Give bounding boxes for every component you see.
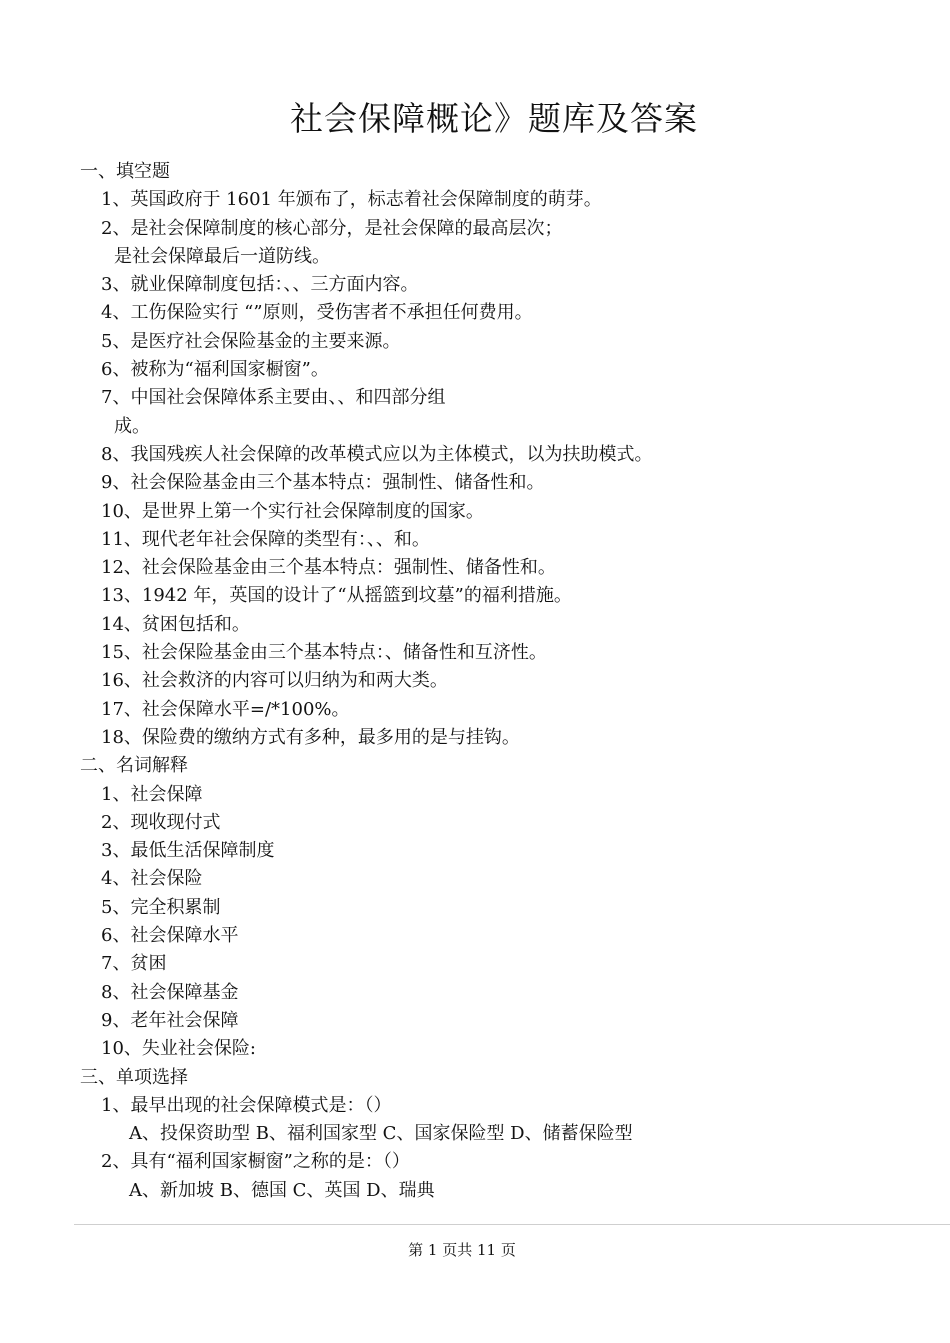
footer-divider xyxy=(74,1224,950,1225)
question-line: 9、社会保险基金由三个基本特点：强制性、储备性和。 xyxy=(101,472,545,494)
question-line: 3、就业保障制度包括：、、三方面内容。 xyxy=(101,274,419,296)
question-line: 2、是社会保障制度的核心部分，是社会保障的最高层次； xyxy=(101,217,563,239)
question-line: 12、社会保险基金由三个基本特点：强制性、储备性和。 xyxy=(101,557,556,579)
question-line: 17、社会保障水平=/*100%。 xyxy=(101,698,350,720)
term-line: 6、社会保障水平 xyxy=(101,925,239,947)
question-line: 16、社会救济的内容可以归纳为和两大类。 xyxy=(101,670,448,692)
question-line: 13、1942 年，英国的设计了“从摇篮到坟墓”的福利措施。 xyxy=(101,585,572,607)
document-title: 社会保障概论》题库及答案 xyxy=(290,99,698,138)
question-continuation: 是社会保障最后一道防线。 xyxy=(114,245,330,267)
answer-options: A、新加坡 B、德国 C、英国 D、瑞典 xyxy=(129,1179,435,1201)
term-line: 7、贫困 xyxy=(101,953,167,975)
term-line: 2、现收现付式 xyxy=(101,811,221,833)
question-line: 7、中国社会保障体系主要由、、和四部分组 xyxy=(101,387,446,409)
section-heading: 一、填空题 xyxy=(80,161,170,182)
question-line: 11、现代老年社会保障的类型有：、、和。 xyxy=(101,528,430,550)
page-number: 第 1 页共 11 页 xyxy=(408,1241,516,1259)
answer-options: A、投保资助型 B、福利国家型 C、国家保险型 D、储蓄保险型 xyxy=(129,1123,633,1145)
term-line: 4、社会保险 xyxy=(101,868,203,890)
question-line: 2、具有“福利国家橱窗”之称的是：（） xyxy=(101,1151,410,1173)
question-continuation: 成。 xyxy=(114,415,150,437)
question-line: 10、是世界上第一个实行社会保障制度的国家。 xyxy=(101,500,484,522)
section-heading: 三、单项选择 xyxy=(80,1066,188,1088)
question-line: 1、最早出现的社会保障模式是：（） xyxy=(101,1094,392,1116)
question-line: 18、保险费的缴纳方式有多种，最多用的是与挂钩。 xyxy=(101,726,520,748)
term-line: 8、社会保障基金 xyxy=(101,981,239,1003)
term-line: 3、最低生活保障制度 xyxy=(101,840,275,862)
term-line: 5、完全积累制 xyxy=(101,896,221,918)
section-heading: 二、名词解释 xyxy=(80,755,188,777)
question-line: 14、贫困包括和。 xyxy=(101,613,250,635)
question-line: 5、是医疗社会保险基金的主要来源。 xyxy=(101,330,401,352)
question-line: 6、被称为“福利国家橱窗”。 xyxy=(101,359,329,381)
question-line: 4、工伤保险实行 “”原则，受伤害者不承担任何费用。 xyxy=(101,302,533,324)
question-line: 1、英国政府于 1601 年颁布了，标志着社会保障制度的萌芽。 xyxy=(101,189,602,211)
term-line: 10、失业社会保险: xyxy=(101,1038,256,1060)
document-body xyxy=(0,158,950,1205)
term-line: 9、老年社会保障 xyxy=(101,1009,239,1031)
question-line: 8、我国残疾人社会保障的改革模式应以为主体模式，以为扶助模式。 xyxy=(101,443,653,465)
term-line: 1、社会保障 xyxy=(101,783,203,805)
question-line: 15、社会保险基金由三个基本特点：、储备性和互济性。 xyxy=(101,642,547,664)
